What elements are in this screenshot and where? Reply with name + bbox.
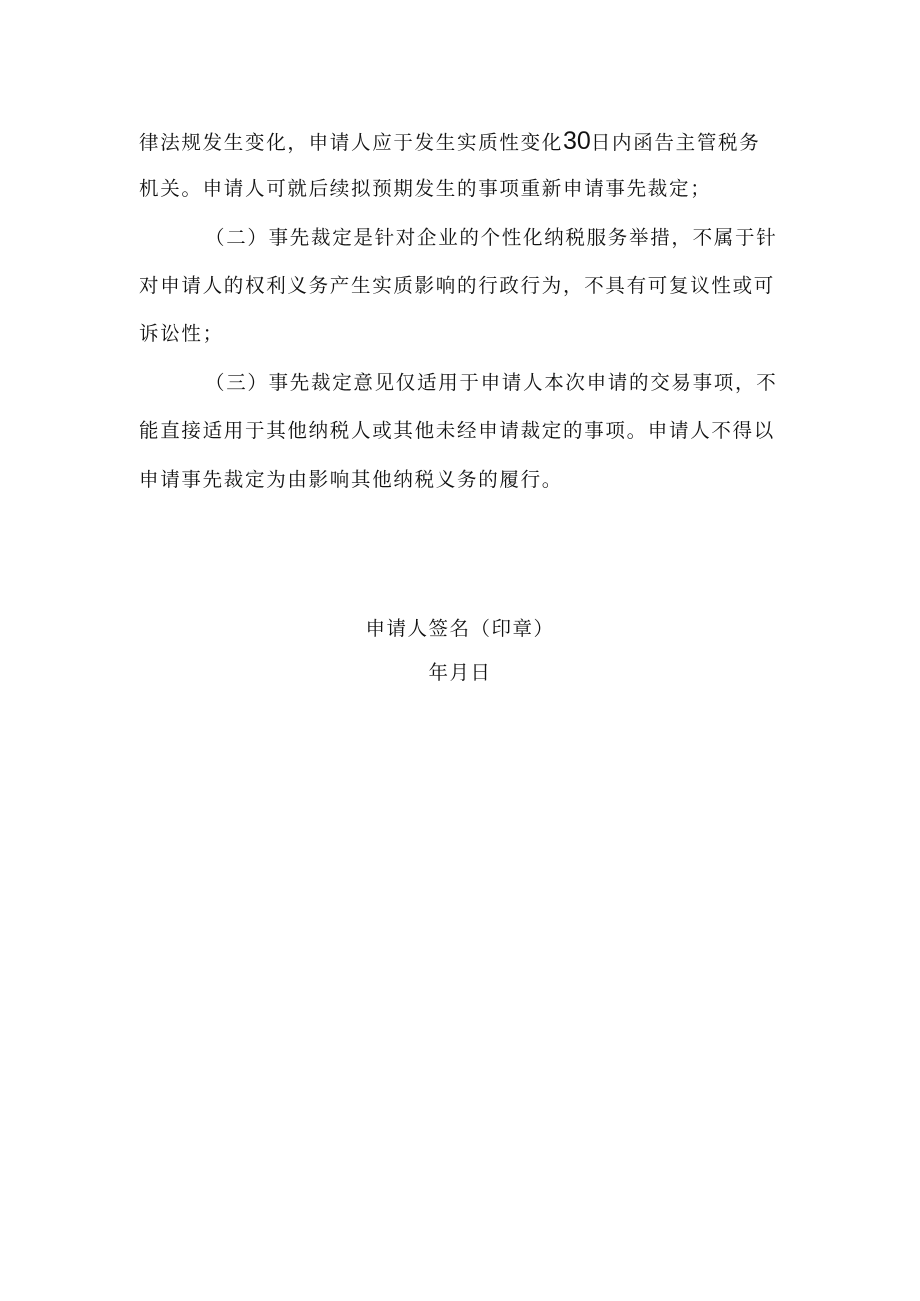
paragraph-3-line-2: 能直接适用于其他纳税人或其他未经申请裁定的事项。申请人不得以 [139, 419, 776, 442]
paragraph-1-text-b: 日内函告主管税务 [590, 131, 761, 154]
paragraph-1-text-a: 律法规发生变化，申请人应于发生实质性变化 [139, 131, 564, 154]
paragraph-2-line-3: 诉讼性； [139, 322, 224, 345]
paragraph-2-line-1: （二）事先裁定是针对企业的个性化纳税服务举措，不属于针 [205, 226, 778, 249]
date-line: 年月日 [428, 661, 492, 684]
paragraph-1-line-2: 机关。申请人可就后续拟预期发生的事项重新申请事先裁定； [139, 177, 712, 200]
paragraph-1-number: 30 [563, 127, 591, 155]
paragraph-3-line-3: 申请事先裁定为由影响其他纳税义务的履行。 [139, 468, 564, 491]
paragraph-1-line-1 [139, 128, 784, 156]
paragraph-2-line-2: 对申请人的权利义务产生实质影响的行政行为，不具有可复议性或可 [139, 274, 776, 297]
paragraph-3-line-1: （三）事先裁定意见仅适用于申请人本次申请的交易事项，不 [205, 371, 778, 394]
signature-label: 申请人签名（印章） [365, 617, 555, 640]
